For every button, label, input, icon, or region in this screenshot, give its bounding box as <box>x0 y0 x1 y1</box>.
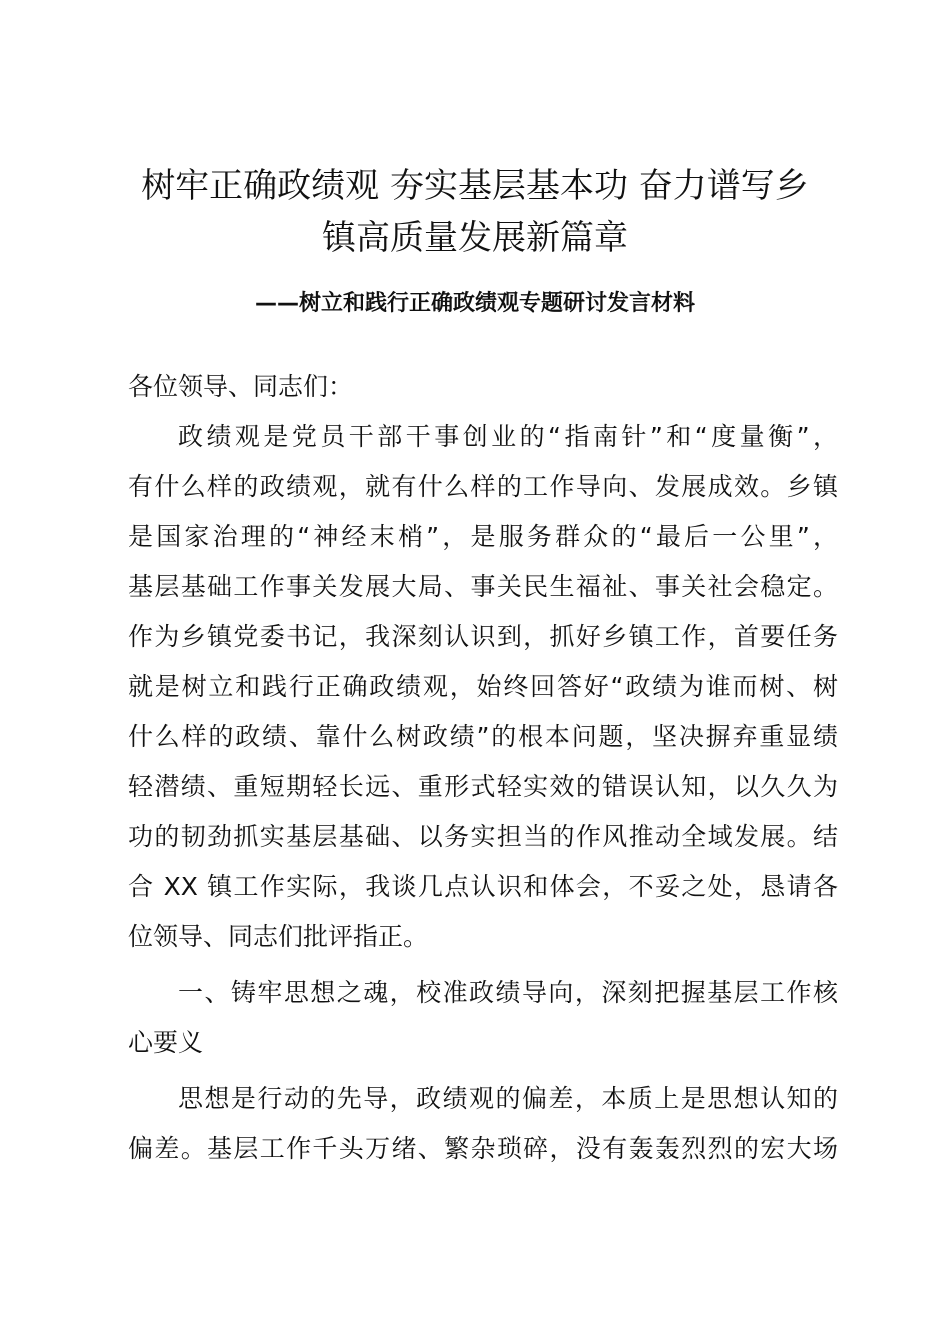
paragraph-line: 功的韧劲抓实基层基础、以务实担当的作风推动全域发展。结 <box>128 822 838 851</box>
paragraph-line: 有什么样的政绩观，就有什么样的工作导向、发展成效。乡镇 <box>128 472 838 501</box>
paragraph-line: 政绩观是党员干部干事创业的“指南针”和“度量衡”， <box>178 422 838 451</box>
section-1-heading <box>128 962 838 1068</box>
paragraph-line: 什么样的政绩、靠什么树政绩”的根本问题，坚决摒弃重显绩 <box>128 722 838 751</box>
document-body <box>128 362 838 1174</box>
paragraph-line: 思想是行动的先导，政绩观的偏差，本质上是思想认知的 <box>178 1084 838 1113</box>
section-heading-line: 心要义 <box>128 1028 204 1057</box>
section-heading-line: 一、铸牢思想之魂，校准政绩导向，深刻把握基层工作核 <box>178 978 838 1007</box>
paragraph-1 <box>128 412 838 962</box>
paragraph-line: 合 XX 镇工作实际，我谈几点认识和体会，不妥之处，恳请各 <box>128 872 838 901</box>
paragraph-line: 就是树立和践行正确政绩观，始终回答好“政绩为谁而树、树 <box>128 672 838 701</box>
paragraph-2 <box>128 1068 838 1174</box>
paragraph-line: 位领导、同志们批评指正。 <box>128 922 429 951</box>
title-line: 树牢正确政绩观 夯实基层基本功 奋力谱写乡 <box>141 166 809 206</box>
paragraph-line: 作为乡镇党委书记，我深刻认识到，抓好乡镇工作，首要任务 <box>128 622 838 651</box>
title-line: 镇高质量发展新篇章 <box>322 218 628 258</box>
document-subtitle: ——树立和践行正确政绩观专题研讨发言材料 <box>254 291 695 316</box>
paragraph-line: 偏差。基层工作千头万绪、繁杂琐碎，没有轰轰烈烈的宏大场 <box>128 1134 838 1163</box>
salutation: 各位领导、同志们： <box>128 372 354 401</box>
paragraph-line: 轻潜绩、重短期轻长远、重形式轻实效的错误认知，以久久为 <box>128 772 838 801</box>
paragraph-line: 是国家治理的“神经末梢”，是服务群众的“最后一公里”， <box>128 522 838 551</box>
paragraph-line: 基层基础工作事关发展大局、事关民生福祉、事关社会稳定。 <box>128 572 838 601</box>
document-title <box>100 160 850 264</box>
